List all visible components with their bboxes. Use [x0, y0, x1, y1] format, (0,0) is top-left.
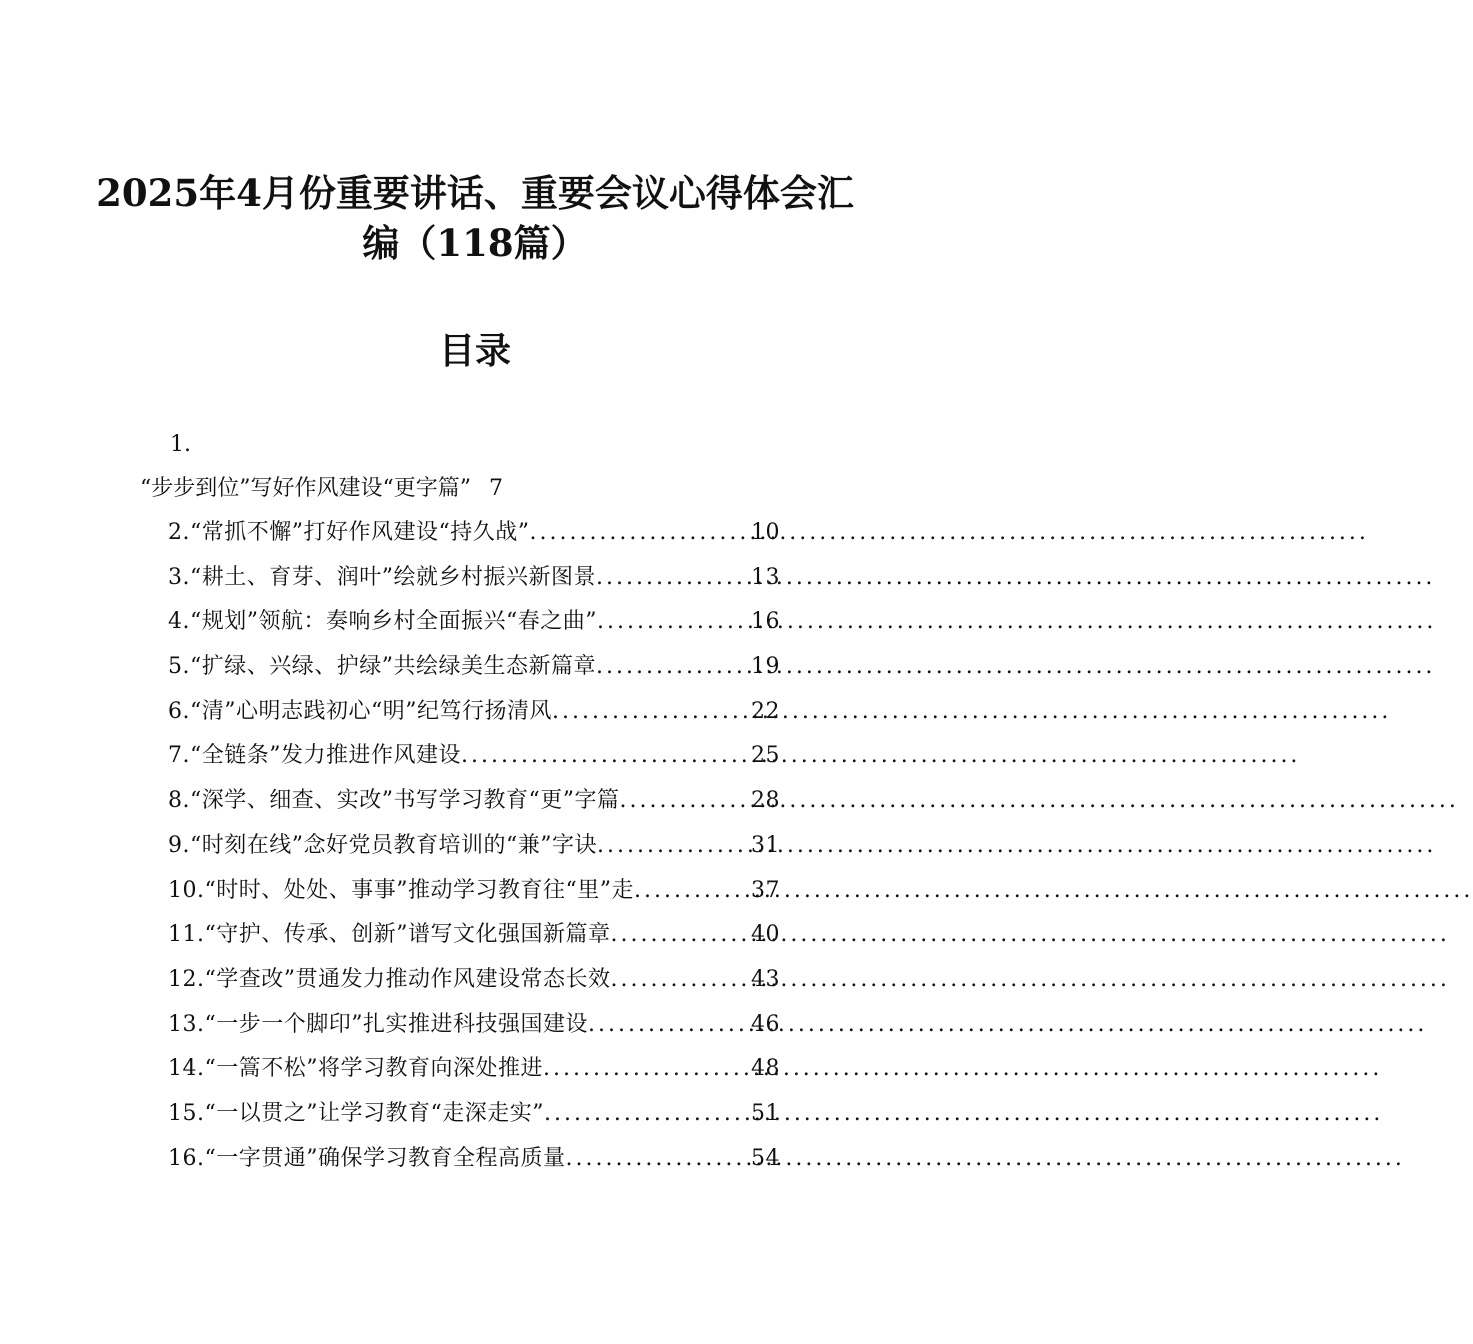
toc-entry-page: 48	[751, 1056, 780, 1082]
toc-entry[interactable]	[168, 697, 780, 742]
toc-leader-dots	[610, 965, 749, 995]
toc-entry-text: 14.“一篙不松”将学习教育向深处推进	[168, 1056, 543, 1082]
toc-entry-page: 46	[751, 1011, 780, 1037]
toc-entry-text: 9.“时刻在线”念好党员教育培训的“兼”字诀	[168, 832, 597, 858]
toc-entry-1[interactable]	[140, 474, 503, 504]
toc-entry[interactable]	[168, 876, 780, 921]
toc-entry-text: 8.“深学、细查、实改”书写学习教育“更”字篇	[168, 788, 620, 814]
toc-entry[interactable]	[168, 1144, 780, 1189]
toc-entry-page: 22	[751, 698, 780, 724]
document-title: 2025年4月份重要讲话、重要会议心得体会汇编（118篇）	[96, 171, 854, 265]
toc-entry-page: 31	[751, 832, 780, 858]
toc-leader-dots	[565, 1144, 749, 1174]
toc-leader-dots	[596, 652, 749, 682]
toc-entry[interactable]	[168, 786, 780, 831]
toc-entry-page: 43	[751, 966, 780, 992]
toc-entry-page: 28	[751, 788, 780, 814]
toc-leader-dots	[619, 786, 749, 816]
toc-leader-dots	[597, 831, 749, 861]
toc-leader-dots	[634, 876, 749, 906]
toc-entry[interactable]	[168, 831, 780, 876]
toc-entry[interactable]	[168, 563, 780, 608]
toc-entry-text: 12.“学查改”贯通发力推动作风建设常态长效	[168, 966, 611, 992]
toc-leader-dots	[552, 697, 749, 727]
toc-entry-text: 7.“全链条”发力推进作风建设	[168, 743, 461, 769]
toc-entry-page: 10	[751, 520, 780, 545]
toc-entry-1-text: “步步到位”写好作风建设“更字篇”	[140, 476, 471, 501]
toc-leader-dots	[543, 1054, 749, 1084]
toc-entry-page: 19	[751, 654, 780, 680]
toc-entry-page: 13	[751, 564, 780, 590]
toc-entry[interactable]	[168, 607, 780, 652]
toc-entry-1-number: 1.	[170, 432, 191, 457]
toc-entry-text: 4.“规划”领航：奏响乡村全面振兴“春之曲”	[168, 609, 597, 635]
toc-leader-dots	[596, 563, 749, 593]
toc-entry[interactable]	[168, 652, 780, 697]
toc-entry-text: 15.“一以贯之”让学习教育“走深走实”	[168, 1100, 544, 1126]
toc-entry-text: 10.“时时、处处、事事”推动学习教育往“里”走	[168, 877, 634, 903]
toc-leader-dots	[588, 1010, 749, 1040]
toc-leader-dots	[529, 518, 749, 548]
toc-leader-dots	[610, 920, 749, 950]
toc-entry[interactable]	[168, 1010, 780, 1055]
toc-entry-text: 16.“一字贯通”确保学习教育全程高质量	[168, 1145, 566, 1171]
toc-heading: 目录	[438, 330, 511, 372]
toc-entry-page: 37	[751, 877, 780, 903]
toc-entry-text: 11.“守护、传承、创新”谱写文化强国新篇章	[168, 922, 611, 948]
toc-entry[interactable]	[168, 741, 780, 786]
toc-leader-dots	[461, 741, 749, 771]
toc-entry-text: 13.“一步一个脚印”扎实推进科技强国建设	[168, 1011, 588, 1037]
toc-leader-dots	[597, 607, 749, 637]
toc-entry[interactable]	[168, 1099, 780, 1144]
toc-entry[interactable]	[168, 1054, 780, 1099]
toc-entry-list	[168, 518, 780, 1188]
toc-entry[interactable]	[168, 920, 780, 965]
toc-entry-page: 51	[751, 1100, 780, 1126]
toc-entry[interactable]	[168, 965, 780, 1010]
toc-entry-page: 40	[751, 922, 780, 948]
toc-leader-dots	[544, 1099, 749, 1129]
toc-entry-page: 54	[751, 1145, 780, 1171]
toc-entry-1-page: 7	[489, 476, 503, 501]
toc-entry-page: 16	[751, 609, 780, 635]
toc-entry-text: 2.“常抓不懈”打好作风建设“持久战”	[168, 520, 530, 545]
toc-entry-text: 5.“扩绿、兴绿、护绿”共绘绿美生态新篇章	[168, 654, 596, 680]
toc-entry[interactable]	[168, 518, 780, 563]
toc-entry-page: 25	[751, 743, 780, 769]
toc-entry-text: 3.“耕土、育芽、润叶”绘就乡村振兴新图景	[168, 564, 596, 590]
toc-entry-text: 6.“清”心明志践初心“明”纪笃行扬清风	[168, 698, 552, 724]
